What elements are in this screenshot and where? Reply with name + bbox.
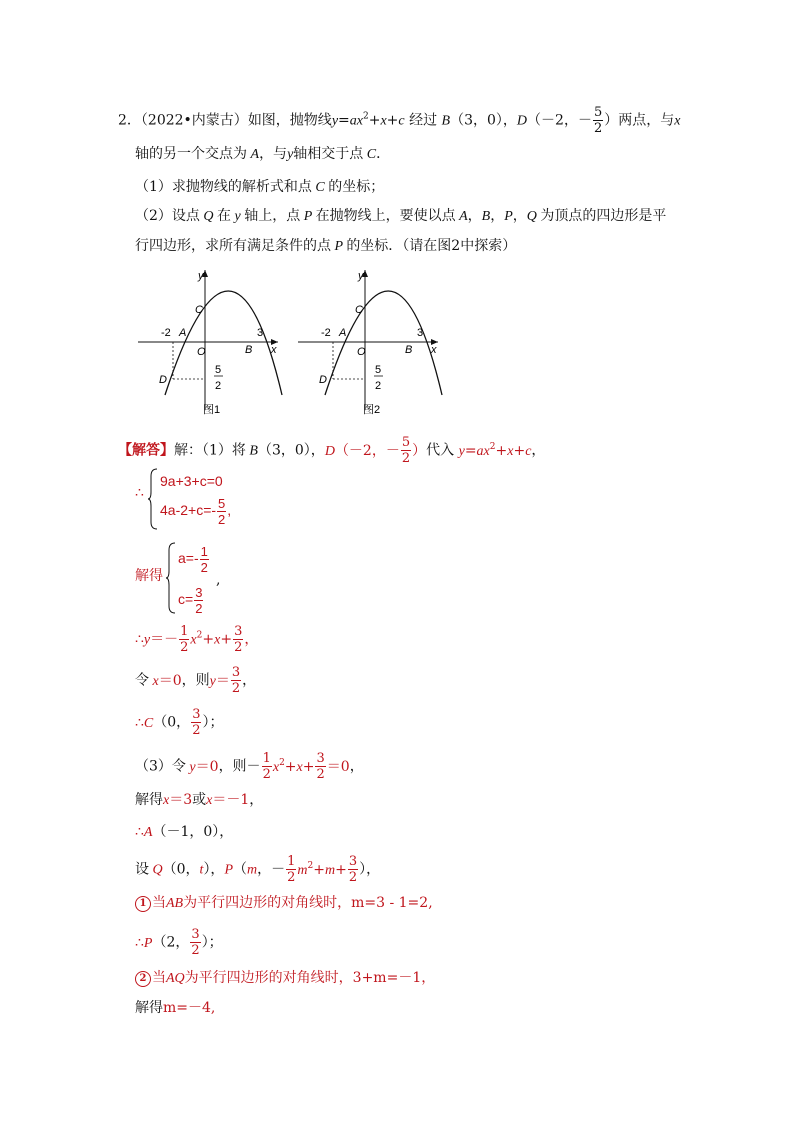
figure-2	[295, 265, 445, 420]
problem-number: 2．	[118, 112, 141, 129]
set-Q-P: 设 Q（0，t），P（m，－ $\frac{1}{2}$ $m^2+m+$ $\frac{3}{2}$ ），	[135, 854, 381, 885]
figure-caption: 图1	[203, 404, 221, 416]
solution-text: 解：	[174, 442, 202, 459]
x-label: x	[271, 344, 277, 356]
problem-intro: 如图，抛物线	[247, 112, 332, 129]
label-2: 2	[215, 380, 222, 392]
let-x-zero: 令 x＝0，则y＝ $\frac{3}{2}$ ，	[135, 665, 257, 696]
label-D: D	[159, 374, 167, 386]
problem-text: 行四边形，求所有满足条件的点	[135, 238, 331, 254]
system-brace	[148, 468, 158, 530]
problem-text: ，与	[259, 146, 288, 162]
solution-text: 为平行四边形的对角线时，	[183, 895, 352, 911]
y-label: y	[198, 270, 204, 282]
answer-c: c= $\frac{3}{2}$	[178, 585, 203, 616]
label-C: C	[195, 304, 203, 316]
point-C: ∴C（0， $\frac{3}{2}$ ）；	[135, 707, 224, 738]
therefore-system	[135, 483, 144, 503]
problem-text: 的坐标；	[328, 179, 385, 195]
problem-text: 经过	[409, 112, 438, 129]
label-B: B	[245, 344, 253, 356]
problem-text: 轴相交于点	[293, 146, 364, 162]
problem-text: 两点，与	[618, 112, 675, 129]
label-A: A	[339, 327, 347, 339]
problem-text: 的坐标．（请在图2中探索）	[346, 238, 517, 254]
equation-1: 9a+3+c=0	[160, 473, 223, 489]
therefore-symbol: ∴	[135, 485, 144, 501]
label-3: 3	[257, 327, 264, 339]
case-2-result: 3+m=－1，	[352, 970, 436, 986]
solution-text: 为平行四边形的对角线时，	[184, 970, 353, 986]
problem-text: （1）求抛物线的解析式和点	[135, 179, 312, 195]
problem-text: 轴的另一个交点为	[135, 146, 247, 162]
solution-text: （3）令	[135, 758, 186, 775]
problem-line-1: 2．（2022•内蒙古）如图，抛物线$y=ax^2+x+c$ 经过 B（3，0），D（－2，－ $\frac{5}{2}$ ）两点，与x	[118, 105, 681, 136]
label-3: 3	[417, 327, 424, 339]
point-A-coords: （－1，0），	[152, 824, 234, 840]
problem-text: （2）设点	[135, 208, 200, 224]
y-label: y	[358, 270, 364, 282]
problem-text: 轴上，点	[244, 208, 301, 224]
label-5: 5	[215, 364, 222, 376]
case-2: 2 当AQ为平行四边形的对角线时，3+m=－1，	[135, 968, 435, 989]
solution-text: 当	[152, 970, 166, 986]
label-B: B	[405, 344, 413, 356]
problem-line-2: 轴的另一个交点为 A，与y轴相交于点 C．	[135, 146, 391, 162]
case-1: 1 当AB为平行四边形的对角线时，m=3 - 1=2,	[135, 893, 433, 914]
label-D: D	[319, 374, 327, 386]
solve-x: 解得x＝3或x＝－1，	[135, 792, 264, 808]
label-O: O	[357, 346, 366, 358]
part-3-line: （3）令 y＝0，则－ $\frac{1}{2}$ $x^2+x+$ $\frac{3}{2}$ ＝0，	[135, 751, 364, 782]
answer-c-value: c=	[178, 591, 194, 608]
equation-2: 4a-2+c=-	[160, 502, 217, 519]
solution-text: 解得	[135, 792, 163, 808]
system-eq-1	[160, 471, 223, 491]
solution-text: 令	[135, 672, 149, 689]
x-label: x	[431, 344, 437, 356]
answer-a-value: a=-	[178, 550, 199, 567]
comma: ,	[216, 572, 221, 588]
solution-text: ，则－	[218, 758, 261, 775]
label-C: C	[355, 304, 363, 316]
label-5: 5	[375, 364, 382, 376]
label-neg2: -2	[161, 327, 171, 339]
problem-part-2: （2）设点 Q 在 y 轴上，点 P 在抛物线上，要使以点 A，B，P，Q 为顶点的四边形是平	[135, 208, 667, 224]
solve-label: 解得	[135, 568, 163, 584]
parabola-equation: ∴y＝－ $\frac{1}{2}$ $x^2+x+$ $\frac{3}{2}$ ，	[135, 624, 259, 655]
figure-1	[135, 265, 285, 420]
case-1-result: m=3 - 1=2,	[351, 895, 433, 911]
solve-system	[135, 566, 163, 586]
problem-text: 在	[217, 208, 232, 224]
solution-text: 当	[152, 895, 166, 911]
problem-part-1: （1）求抛物线的解析式和点 C 的坐标；	[135, 179, 385, 195]
case-1-point: ∴P（2， $\frac{3}{2}$ ）；	[135, 927, 223, 958]
problem-part-2-cont: 行四边形，求所有满足条件的点 P 的坐标．（请在图2中探索）	[135, 238, 517, 254]
label-2: 2	[375, 380, 382, 392]
label-neg2: -2	[321, 327, 331, 339]
system-brace	[166, 542, 176, 614]
system-eq-2: 4a-2+c=- $\frac{5}{2}$ ,	[160, 496, 232, 527]
solution-text: 或	[192, 792, 207, 808]
solution-line-1: 【解答】解：（1）将 B（3，0），D（－2，－ $\frac{5}{2}$ ）代入 $y=ax^2+x+c$，	[118, 435, 546, 466]
solution-heading: 【解答】	[118, 442, 174, 459]
solution-text: 代入	[426, 442, 455, 459]
problem-text: 在抛物线上，要使以点	[315, 208, 456, 224]
figure-caption: 图2	[363, 404, 381, 416]
point-A: ∴A（－1，0），	[135, 824, 234, 840]
solution-text: ，则	[181, 672, 210, 689]
label-A: A	[179, 327, 187, 339]
problem-source: （2022•内蒙古）	[140, 112, 248, 129]
case-2-solve	[135, 998, 215, 1018]
solution-text: （1）将	[202, 442, 246, 459]
solution-text: 设	[135, 861, 149, 878]
problem-text: 为顶点的四边形是平	[540, 208, 667, 224]
solution-text: 解得	[135, 1000, 163, 1016]
case-2-answer: m=－4,	[163, 1000, 216, 1016]
label-O: O	[197, 346, 206, 358]
answer-a: a=- $\frac{1}{2}$	[178, 544, 208, 575]
